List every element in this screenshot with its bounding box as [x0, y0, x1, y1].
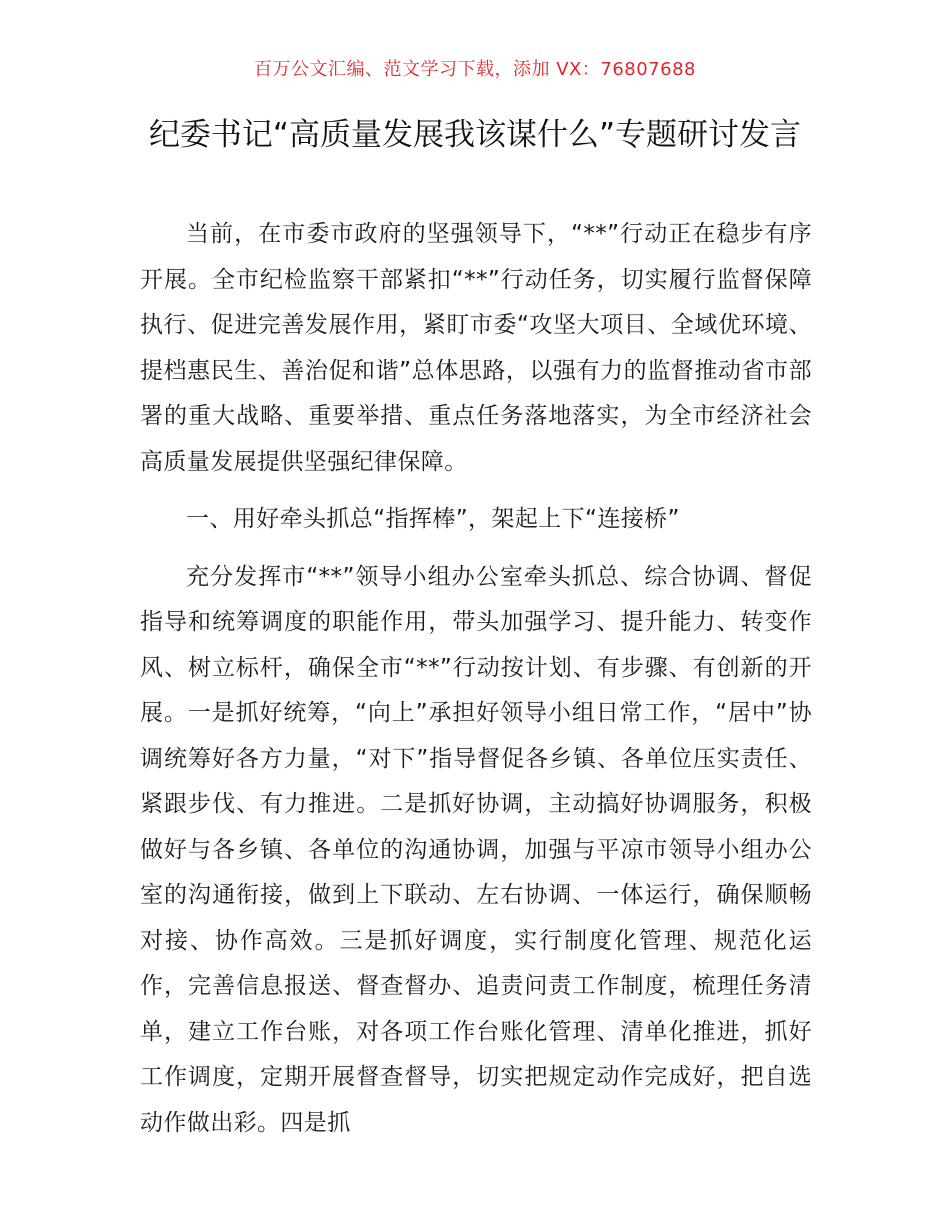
document-title: 纪委书记“高质量发展我该谋什么”专题研讨发言: [148, 117, 802, 153]
section-heading-1: 一、用好牵头抓总“指挥棒”，架起上下“连接桥”: [186, 506, 680, 532]
header-notice: 百万公文汇编、范文学习下载，添加 VX：76807688: [254, 59, 696, 80]
document-body: [140, 212, 812, 1146]
paragraph-intro: 当前，在市委市政府的坚强领导下，“**”行动正在稳步有序开展。全市纪检监察干部紧扣“**”行动任务，切实履行监督保障执行、促进完善发展作用，紧盯市委“攻坚大项目、全域优环境、提档惠民生、善治促和谐”总体思路，以强有力的监督推动省市部署的重大战略、重要举措、重点任务落地落实，为全市经济社会高质量发展提供坚强纪律保障。: [140, 221, 812, 475]
paragraph-section-1: 充分发挥市“**”领导小组办公室牵头抓总、综合协调、督促指导和统筹调度的职能作用，带头加强学习、提升能力、转变作风、树立标杆，确保全市“**”行动按计划、有步骤、有创新的开展。一是抓好统筹，“向上”承担好领导小组日常工作，“居中”协调统筹好各方力量，“对下”指导督促各乡镇、各单位压实责任、紧跟步伐、有力推进。二是抓好协调，主动搞好协调服务，积极做好与各乡镇、各单位的沟通协调，加强与平凉市领导小组办公室的沟通衔接，做到上下联动、左右协调、一体运行，确保顺畅对接、协作高效。三是抓好调度，实行制度化管理、规范化运作，完善信息报送、督查督办、追责问责工作制度，梳理任务清单，建立工作台账，对各项工作台账化管理、清单化推进，抓好工作调度，定期开展督查督导，切实把规定动作完成好，把自选动作做出彩。四是抓: [140, 563, 812, 1136]
